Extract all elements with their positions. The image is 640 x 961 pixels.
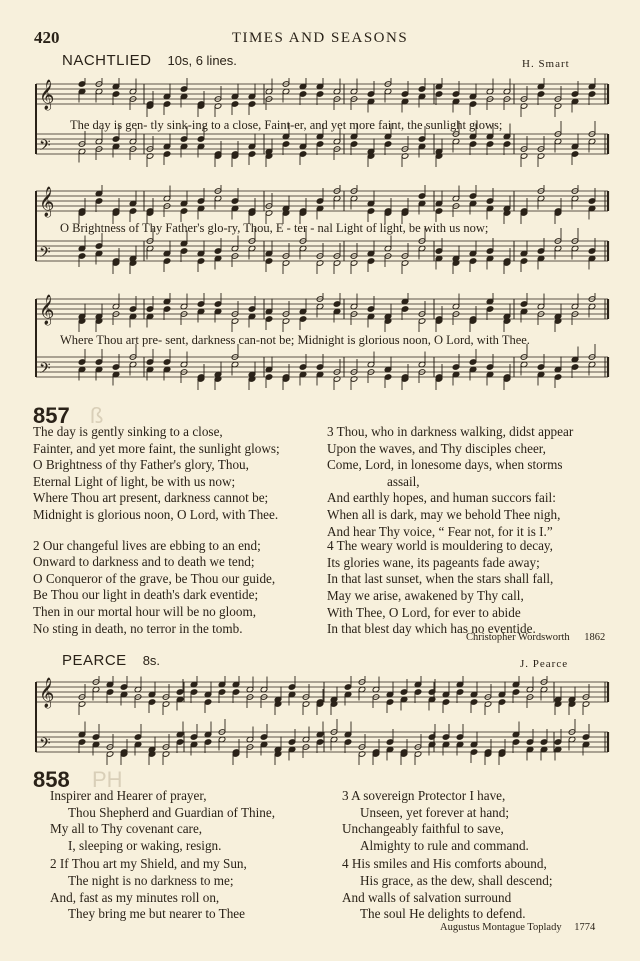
verse-line: I, sleeping or waking, resign.: [68, 837, 222, 853]
verse-line: Then in our mortal hour will be no gloom,: [33, 603, 257, 619]
author-name: Augustus Montague Toplady: [440, 922, 562, 933]
verse-line: The soul He delights to defend.: [360, 906, 526, 922]
verse-line: In that last sunset, when the stars shall fall,: [327, 571, 554, 587]
music-system-4: [34, 676, 610, 768]
verse-line: O Conqueror of the grave, be Thou our guide,: [33, 570, 276, 586]
verse-line: My all to Thy covenant care,: [50, 821, 203, 837]
lyric-underlay-3: Where Thou art pre- sent, darkness can-not be; Midnight is glorious noon, O Lord, with Thee.: [60, 333, 530, 347]
hymn-number: 858: [33, 767, 70, 792]
verse-line: Almighty to rule and command.: [360, 837, 529, 853]
verse-line: Be Thou our light in death's dark eventide;: [33, 587, 259, 603]
verse-line: Unseen, yet forever at hand;: [360, 804, 510, 820]
tune-meter: 10s, 6 lines.: [167, 53, 237, 68]
verse-line: No sting in death, no terror in the tomb.: [33, 620, 243, 636]
verse-line: Thou Shepherd and Guardian of Thine,: [68, 804, 276, 820]
tune-composer: H. Smart: [522, 58, 570, 70]
verse-line: May we arise, awakened by Thy call,: [327, 587, 524, 603]
verse-line: Inspirer and Hearer of prayer,: [50, 788, 207, 803]
hymn-author: [466, 632, 605, 643]
verse-line: And walls of salvation surround: [342, 889, 512, 905]
verse-line: 2 Our changeful lives are ebbing to an end;: [33, 537, 261, 553]
tune-name: NACHTLIED: [62, 52, 152, 69]
verse-line: 2 If Thou art my Shield, and my Sun,: [50, 856, 247, 872]
verse-line: The day is gently sinking to a close,: [33, 424, 223, 439]
verse-line: The night is no darkness to me;: [68, 872, 234, 888]
verse-line: Come, Lord, in lonesome days, when storms: [327, 457, 563, 473]
hymn-858-col1: [50, 788, 275, 923]
hymn-858-col2: [342, 788, 553, 923]
stanza: [327, 538, 573, 638]
ink-mark: ΡΗ: [92, 767, 123, 792]
hymn-author: [440, 922, 595, 933]
verse-line: O Brightness of thy Father's glory, Thou,: [33, 457, 249, 473]
verse-line: Eternal Light of light, be with us now;: [33, 473, 236, 489]
lyric-underlay-1: The day is gen- tly sink-ing to a close, Faint-er, and yet more faint, the sunlight glows;: [70, 118, 503, 132]
verse-line: Upon the waves, and Thy disciples cheer,: [327, 440, 546, 456]
stanza: [33, 424, 280, 524]
svg-text:𝄞: 𝄞: [39, 295, 55, 325]
svg-text:𝄢: 𝄢: [39, 735, 51, 756]
stanza: [342, 788, 553, 854]
stanza: [50, 788, 275, 854]
page-header: [0, 28, 640, 50]
verse-line: Onward to darkness and to death we tend;: [33, 554, 255, 570]
svg-text:𝄞: 𝄞: [39, 187, 55, 217]
lyric-underlay-2: O Brightness of Thy Father's glo-ry, Thou, E - ter - nal Light of light, be with us now;: [60, 221, 489, 235]
stanza: [342, 856, 553, 922]
verse-line: His grace, as the dew, shall descend;: [360, 872, 553, 888]
verse-line: 4 His smiles and His comforts abound,: [342, 856, 547, 872]
stanza: [327, 424, 573, 540]
hymn-857-col1: [33, 424, 280, 637]
verse-line: And, fast as my minutes roll on,: [50, 889, 220, 905]
stanza: [33, 538, 280, 638]
verse-line: Unchangeably faithful to save,: [342, 821, 504, 837]
svg-text:𝄢: 𝄢: [39, 360, 51, 381]
stanza: [50, 856, 275, 922]
author-year: 1774: [574, 922, 596, 933]
verse-line: 4 The weary world is mouldering to decay,: [327, 538, 553, 554]
verse-line: 3 Thou, who in darkness walking, didst appear: [327, 424, 574, 439]
hymn-857-col2: [327, 424, 573, 638]
author-year: 1862: [584, 632, 606, 643]
verse-line: assail,: [387, 473, 420, 489]
svg-text:𝄞: 𝄞: [39, 80, 55, 110]
verse-line: Its glories wane, its pageants fade away;: [327, 554, 540, 570]
tune-heading-nachtlied: [62, 52, 237, 70]
verse-line: And earthly hopes, and human succors fail:: [327, 490, 556, 506]
running-head: TIMES AND SEASONS: [231, 30, 409, 46]
tune-heading-pearce: [62, 652, 160, 670]
svg-text:𝄢: 𝄢: [39, 137, 51, 158]
verse-line: Midnight is glorious noon, O Lord, with Thee.: [33, 506, 279, 522]
verse-line: They bring me but nearer to Thee: [68, 906, 245, 922]
verse-line: With Thee, O Lord, for ever to abide: [327, 604, 521, 620]
hymn-number: 857: [33, 403, 70, 428]
ink-mark: ß: [90, 403, 104, 428]
verse-line: And hear Thy voice, “ Fear not, for it is I.”: [327, 523, 553, 539]
verse-line: Where Thou art present, darkness cannot be;: [33, 490, 269, 506]
page-number: 420: [34, 28, 60, 47]
tune-composer: J. Pearce: [520, 658, 569, 670]
tune-name: PEARCE: [62, 652, 127, 669]
verse-line: When all is dark, may we behold Thee nigh,: [327, 506, 561, 522]
svg-text:𝄞: 𝄞: [39, 678, 55, 708]
verse-line: In that blest day which has no eventide.: [327, 621, 536, 637]
verse-line: Fainter, and yet more faint, the sunlight glows;: [33, 440, 280, 456]
verse-line: 3 A sovereign Protector I have,: [342, 788, 506, 803]
author-name: Christopher Wordsworth: [466, 632, 570, 643]
svg-text:𝄢: 𝄢: [39, 244, 51, 265]
tune-meter: 8s.: [142, 653, 161, 668]
